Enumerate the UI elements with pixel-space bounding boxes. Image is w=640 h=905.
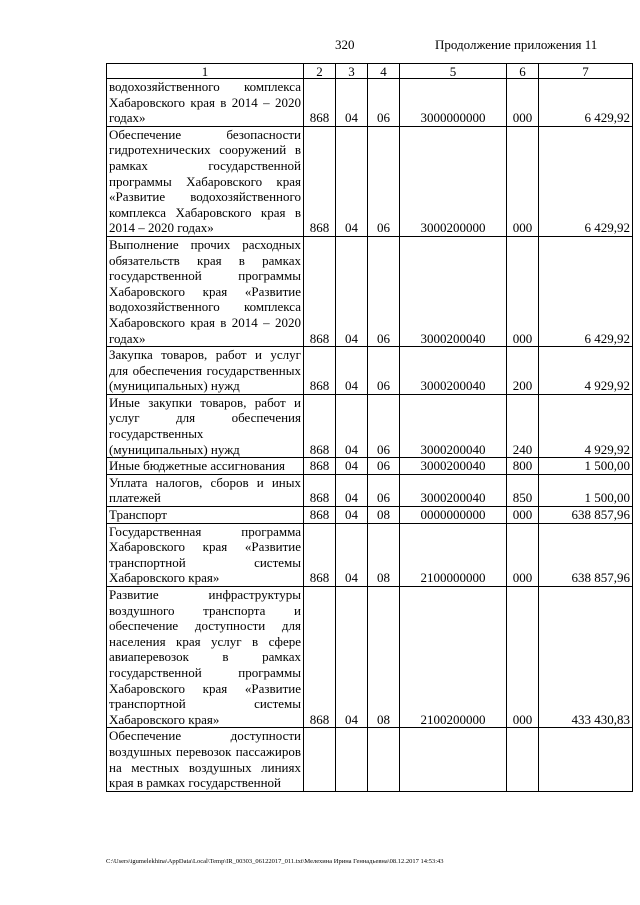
expense-name: Выполнение прочих расходных обязательств края в рамках государственной программы Хабаровского края «Развитие водохозяйственного комплекса Хабаровского края в 2014 – 2020 годах» — [107, 236, 304, 346]
target-article-code: 3000000000 — [400, 79, 507, 127]
amount: 6 429,92 — [539, 126, 633, 236]
table-row — [107, 587, 633, 728]
table-row — [107, 347, 633, 395]
expense-name: Уплата налогов, сборов и иных платежей — [107, 474, 304, 506]
expense-type-code: 000 — [507, 79, 539, 127]
subsection-code: 06 — [368, 394, 400, 457]
table-row — [107, 394, 633, 457]
section-code — [336, 728, 368, 791]
target-article-code: 2100000000 — [400, 523, 507, 586]
expense-type-code: 000 — [507, 236, 539, 346]
column-header: 2 — [304, 64, 336, 79]
grbs-code: 868 — [304, 507, 336, 524]
amount: 4 929,92 — [539, 347, 633, 395]
subsection-code: 06 — [368, 347, 400, 395]
subsection-code: 08 — [368, 507, 400, 524]
section-code: 04 — [336, 236, 368, 346]
table-row — [107, 126, 633, 236]
column-header: 1 — [107, 64, 304, 79]
amount — [539, 728, 633, 791]
subsection-code: 06 — [368, 236, 400, 346]
amount: 638 857,96 — [539, 507, 633, 524]
table-row — [107, 523, 633, 586]
grbs-code: 868 — [304, 347, 336, 395]
amount: 638 857,96 — [539, 523, 633, 586]
table-row — [107, 236, 633, 346]
section-code: 04 — [336, 347, 368, 395]
section-code: 04 — [336, 587, 368, 728]
expense-type-code: 000 — [507, 507, 539, 524]
section-code: 04 — [336, 458, 368, 475]
target-article-code: 0000000000 — [400, 507, 507, 524]
expense-name: Иные закупки товаров, работ и услуг для обеспечения государственных (муниципальных) нужд — [107, 394, 304, 457]
grbs-code: 868 — [304, 79, 336, 127]
expense-name: Обеспечение доступности воздушных перевозок пассажиров на местных воздушных линиях края в рамках государственной — [107, 728, 304, 791]
grbs-code — [304, 728, 336, 791]
table-row — [107, 474, 633, 506]
grbs-code: 868 — [304, 587, 336, 728]
page-number: 320 — [335, 37, 355, 52]
amount: 1 500,00 — [539, 458, 633, 475]
expense-name: Развитие инфраструктуры воздушного транспорта и обеспечение доступности для населения края услуг в сфере авиаперевозок в рамках государственной программы Хабаровского края «Развитие транспортной системы Хабаровского края» — [107, 587, 304, 728]
subsection-code: 08 — [368, 523, 400, 586]
expense-type-code: 800 — [507, 458, 539, 475]
expense-type-code — [507, 728, 539, 791]
column-header: 3 — [336, 64, 368, 79]
subsection-code — [368, 728, 400, 791]
grbs-code: 868 — [304, 126, 336, 236]
subsection-code: 06 — [368, 126, 400, 236]
target-article-code: 2100200000 — [400, 587, 507, 728]
subsection-code: 06 — [368, 458, 400, 475]
expense-type-code: 240 — [507, 394, 539, 457]
expense-name: Закупка товаров, работ и услуг для обеспечения государственных (муниципальных) нужд — [107, 347, 304, 395]
expense-type-code: 000 — [507, 587, 539, 728]
expense-type-code: 000 — [507, 126, 539, 236]
expense-name: Транспорт — [107, 507, 304, 524]
grbs-code: 868 — [304, 394, 336, 457]
target-article-code: 3000200040 — [400, 458, 507, 475]
table-row — [107, 458, 633, 475]
subsection-code: 06 — [368, 79, 400, 127]
target-article-code: 3000200000 — [400, 126, 507, 236]
expense-type-code: 200 — [507, 347, 539, 395]
section-code: 04 — [336, 507, 368, 524]
file-path-footer: C:\Users\igumelekhina\AppData\Local\Temp\IR_00303_06122017_011.txt\Мелехина Ирина Геннадьевна\08.12.2017 14:53:43 — [106, 858, 444, 865]
grbs-code: 868 — [304, 523, 336, 586]
expense-name: Иные бюджетные ассигнования — [107, 458, 304, 475]
amount: 1 500,00 — [539, 474, 633, 506]
expense-type-code: 000 — [507, 523, 539, 586]
table-row — [107, 728, 633, 791]
header-row — [107, 64, 633, 79]
target-article-code: 3000200040 — [400, 236, 507, 346]
continuation-label: Продолжение приложения 11 — [435, 37, 598, 52]
section-code: 04 — [336, 394, 368, 457]
column-header: 7 — [539, 64, 633, 79]
section-code: 04 — [336, 126, 368, 236]
expense-name: Обеспечение безопасности гидротехнических сооружений в рамках государственной программы Хабаровского края «Развитие водохозяйственного комплекса Хабаровского края в 2014 – 2020 годах» — [107, 126, 304, 236]
expense-name: Государственная программа Хабаровского края «Развитие транспортной системы Хабаровского края» — [107, 523, 304, 586]
grbs-code: 868 — [304, 236, 336, 346]
budget-table — [106, 63, 633, 792]
subsection-code: 06 — [368, 474, 400, 506]
table-row — [107, 507, 633, 524]
amount: 6 429,92 — [539, 79, 633, 127]
section-code: 04 — [336, 79, 368, 127]
target-article-code — [400, 728, 507, 791]
expense-type-code: 850 — [507, 474, 539, 506]
amount: 433 430,83 — [539, 587, 633, 728]
column-header: 6 — [507, 64, 539, 79]
amount: 6 429,92 — [539, 236, 633, 346]
target-article-code: 3000200040 — [400, 474, 507, 506]
target-article-code: 3000200040 — [400, 347, 507, 395]
table-row — [107, 79, 633, 127]
grbs-code: 868 — [304, 458, 336, 475]
grbs-code: 868 — [304, 474, 336, 506]
section-code: 04 — [336, 474, 368, 506]
column-header: 5 — [400, 64, 507, 79]
column-header: 4 — [368, 64, 400, 79]
amount: 4 929,92 — [539, 394, 633, 457]
expense-name: водохозяйственного комплекса Хабаровского края в 2014 – 2020 годах» — [107, 79, 304, 127]
target-article-code: 3000200040 — [400, 394, 507, 457]
subsection-code: 08 — [368, 587, 400, 728]
section-code: 04 — [336, 523, 368, 586]
